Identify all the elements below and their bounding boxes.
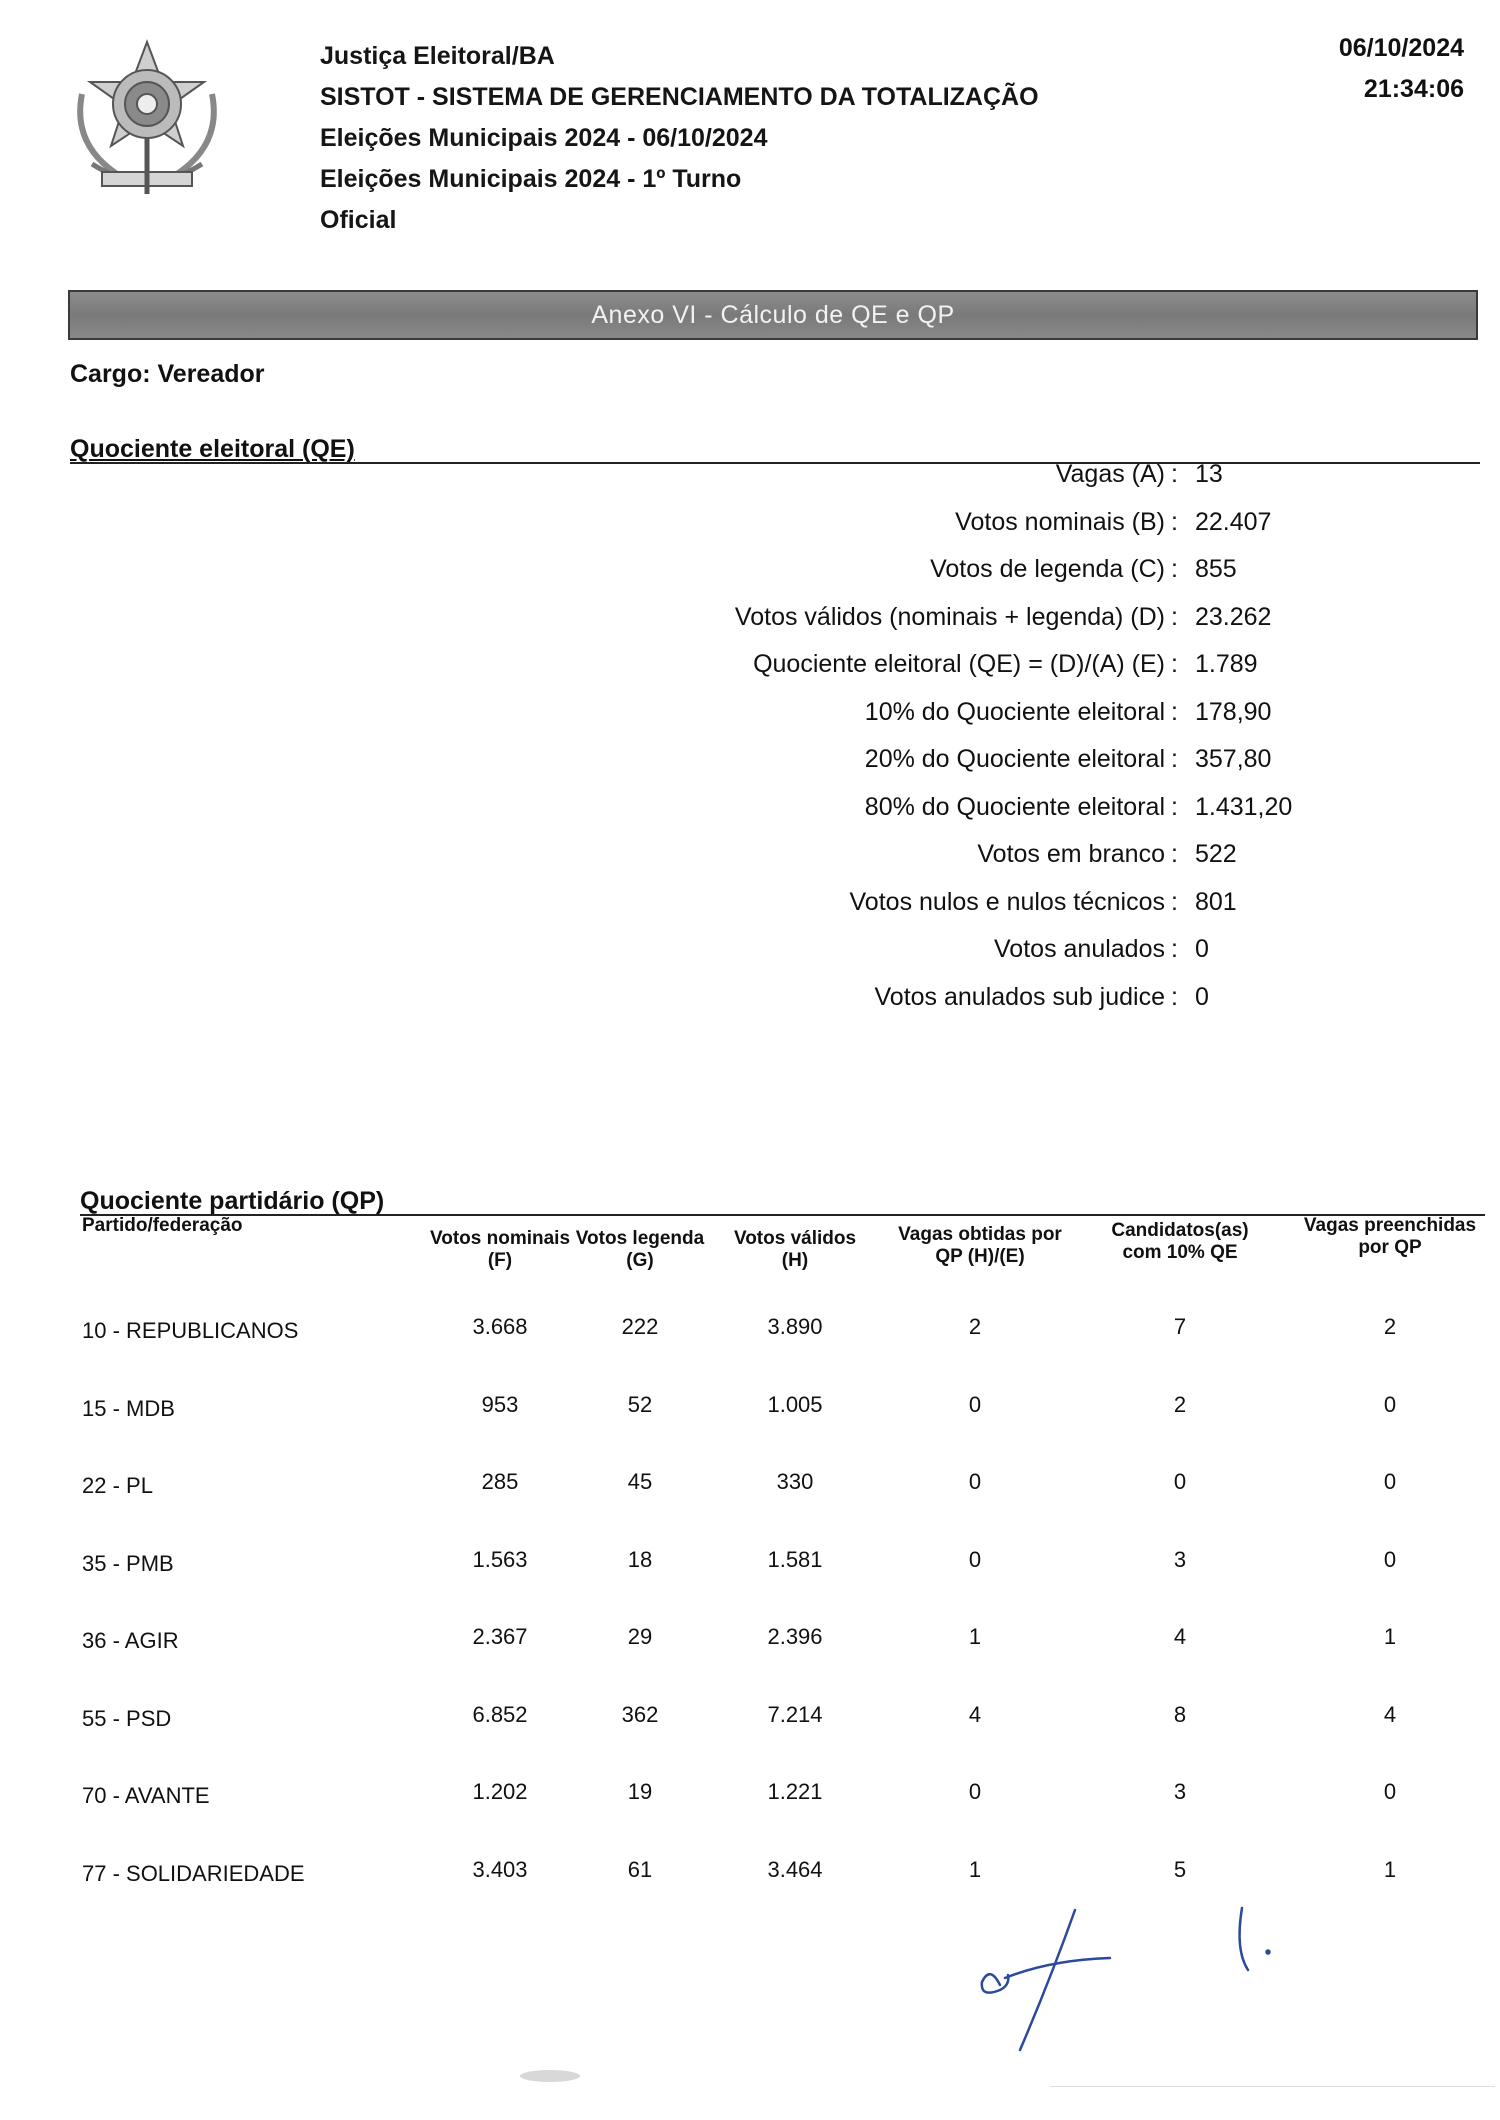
header-votes-valid [715,1228,875,1272]
header-votes-legend-text: Votos legenda (G) [575,1228,705,1271]
cell-cand: 8 [1173,1701,1187,1727]
qe-colon: : [1171,887,1178,916]
header-seats-filled [1275,1215,1500,1259]
qe-value: 0 [1195,982,1209,1011]
cell-qp: 1 [968,1624,982,1649]
header-votes-nominal-text: Votos nominais (F) [429,1228,571,1271]
cell-g: 362 [621,1701,659,1727]
qe-value: 1.431,20 [1195,792,1293,821]
cell-g: 29 [627,1624,653,1649]
qe-label: Votos válidos (nominais + legenda) (D) [734,602,1165,631]
table-row [0,1314,1500,1358]
cell-qp: 0 [968,1779,982,1804]
cell-f: 1.202 [472,1779,528,1804]
qe-value: 23.262 [1195,602,1272,631]
qe-list [310,460,1310,1030]
cell-fill: 2 [1383,1314,1397,1339]
cell-fill: 4 [1383,1701,1397,1727]
qe-row [310,983,1310,1031]
cell-fill: 0 [1383,1779,1397,1804]
cell-party: 77 - SOLIDARIEDADE [82,1860,305,1886]
header-court: Justiça Eleitoral/BA [320,42,555,70]
qe-label: 80% do Quociente eleitoral [864,792,1165,821]
cell-party: 35 - PMB [82,1550,174,1576]
qe-value: 0 [1195,935,1209,963]
cell-h: 7.214 [767,1701,823,1727]
cell-party: 36 - AGIR [82,1628,179,1653]
table-row [0,1546,1500,1591]
cell-f: 1.563 [472,1546,528,1572]
cell-qp: 0 [968,1546,982,1572]
cell-qp: 0 [968,1391,982,1417]
header-votes-valid-text: Votos válidos (H) [733,1228,857,1271]
footer-line [1050,2086,1495,2087]
header-system: SISTOT - SISTEMA DE GERENCIAMENTO DA TOTALIZAÇÃO [320,83,1039,111]
qe-value: 357,80 [1195,745,1272,773]
report-datetime [1339,28,1464,110]
cargo-label: Cargo: Vereador [70,360,265,388]
header-seats-qp [865,1224,1095,1268]
cell-cand: 4 [1173,1624,1187,1649]
qe-colon: : [1171,507,1178,536]
table-row [0,1779,1500,1823]
cell-f: 953 [481,1391,519,1417]
header-seats-filled-text: Vagas preenchidas por QP [1303,1215,1477,1258]
cell-g: 45 [627,1469,653,1494]
cell-qp: 4 [968,1701,982,1727]
header-candidates-10-text: Candidatos(as) com 10% QE [1111,1220,1249,1263]
cell-fill: 1 [1383,1624,1397,1649]
cell-cand: 2 [1173,1391,1187,1417]
cell-f: 3.403 [472,1856,528,1882]
cell-cand: 0 [1173,1469,1187,1494]
qe-colon: : [1171,650,1178,678]
header-votes-legend [560,1228,720,1272]
qe-row [310,840,1310,888]
qe-label: 10% do Quociente eleitoral [864,697,1165,726]
qe-colon: : [1171,602,1178,631]
cell-fill: 0 [1383,1546,1397,1572]
cell-f: 2.367 [472,1624,528,1649]
cell-g: 18 [627,1546,653,1572]
cell-f: 6.852 [472,1701,528,1727]
cell-cand: 7 [1173,1314,1187,1339]
qe-value: 855 [1195,555,1237,583]
document-header [320,36,1039,241]
cell-g: 222 [621,1314,659,1339]
qe-value: 178,90 [1195,697,1272,726]
qe-colon: : [1171,697,1178,726]
header-party: Partido/federação [82,1215,243,1236]
cell-h: 1.581 [767,1546,823,1572]
cell-party: 55 - PSD [82,1705,172,1731]
table-row [0,1391,1500,1436]
scan-smudge [520,2070,580,2082]
qe-label: Votos anulados [994,935,1165,963]
cell-fill: 1 [1383,1856,1397,1882]
qe-colon: : [1171,840,1178,868]
qe-colon: : [1171,460,1178,488]
qe-label: Vagas (A) [1055,460,1165,488]
cell-cand: 3 [1173,1546,1187,1572]
header-round: Eleições Municipais 2024 - 1º Turno [320,165,742,193]
cell-h: 1.221 [767,1779,823,1804]
cell-g: 52 [627,1391,653,1417]
cell-qp: 1 [968,1856,982,1882]
qe-row [310,888,1310,936]
cell-qp: 0 [968,1469,982,1494]
qe-row [310,508,1310,556]
qe-colon: : [1171,792,1178,821]
qe-row [310,460,1310,508]
qe-label: Votos nulos e nulos técnicos [849,887,1165,916]
qe-row [310,603,1310,651]
cell-g: 61 [627,1856,653,1882]
table-row [0,1469,1500,1513]
qe-row [310,698,1310,746]
qe-row [310,935,1310,983]
header-election: Eleições Municipais 2024 - 06/10/2024 [320,124,768,152]
cell-g: 19 [627,1779,653,1804]
coat-of-arms-seal [62,34,232,209]
cell-qp: 2 [968,1314,982,1339]
qe-row [310,555,1310,603]
cell-f: 3.668 [472,1314,528,1339]
cell-fill: 0 [1383,1391,1397,1417]
header-status: Oficial [320,206,397,234]
qe-colon: : [1171,982,1178,1011]
cell-fill: 0 [1383,1469,1397,1494]
cell-h: 1.005 [767,1391,823,1417]
cell-cand: 3 [1173,1779,1187,1804]
cell-h: 3.890 [767,1314,823,1339]
qe-label: Votos anulados sub judice [874,982,1165,1011]
qe-label: Quociente eleitoral (QE) = (D)/(A) (E) [753,650,1165,678]
qe-label: Votos em branco [977,840,1165,868]
cell-party: 15 - MDB [82,1395,175,1421]
header-candidates-10 [1080,1220,1280,1264]
handwritten-signature [980,1890,1300,2060]
qe-value: 522 [1195,840,1237,868]
report-date: 06/10/2024 [1338,34,1464,62]
qe-label: Votos nominais (B) [955,507,1165,536]
cell-h: 2.396 [767,1624,823,1649]
cell-party: 10 - REPUBLICANOS [82,1318,299,1343]
qe-label: 20% do Quociente eleitoral [864,745,1165,773]
qe-row [310,793,1310,841]
cell-h: 330 [776,1469,814,1494]
qe-value: 1.789 [1195,650,1258,678]
cell-f: 285 [481,1469,519,1494]
qe-colon: : [1171,745,1178,773]
header-seats-qp-text: Vagas obtidas por QP (H)/(E) [898,1224,1062,1267]
qe-section-title: Quociente eleitoral (QE) [70,435,355,463]
cell-h: 3.464 [767,1856,823,1882]
qe-row [310,745,1310,793]
qe-row [310,650,1310,698]
report-time: 21:34:06 [1363,75,1464,103]
cell-party: 70 - AVANTE [82,1783,210,1808]
qe-value: 801 [1195,887,1237,916]
qe-colon: : [1171,555,1178,583]
cell-party: 22 - PL [82,1473,153,1498]
qp-section-title: Quociente partidário (QP) [80,1187,385,1215]
qe-value: 13 [1195,460,1223,488]
table-row [0,1701,1500,1746]
cell-cand: 5 [1173,1856,1187,1882]
annex-banner: Anexo VI - Cálculo de QE e QP [68,290,1478,340]
table-row [0,1624,1500,1668]
qe-value: 22.407 [1195,507,1272,536]
qe-colon: : [1171,935,1178,963]
qe-label: Votos de legenda (C) [930,555,1165,583]
